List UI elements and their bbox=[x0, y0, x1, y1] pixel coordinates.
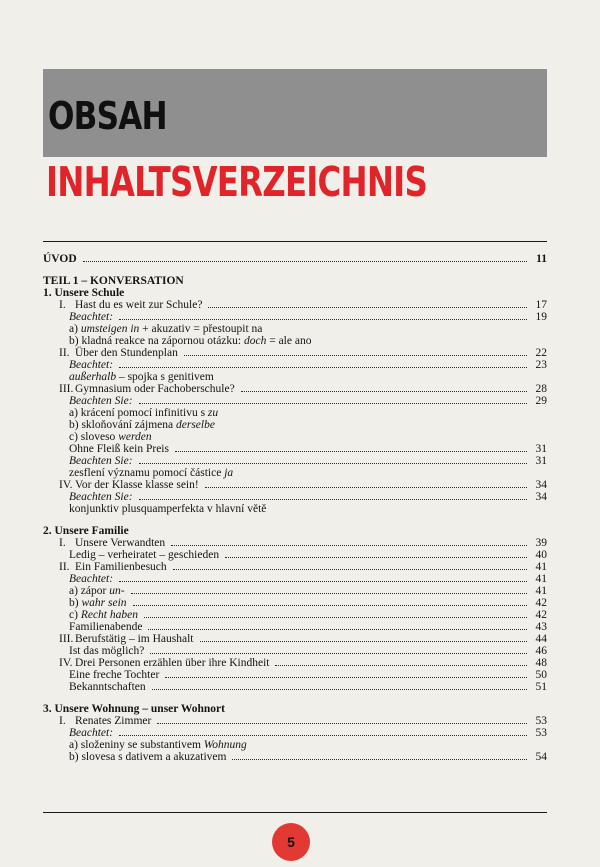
toc-entry[interactable]: Beachtet: 41 bbox=[69, 573, 547, 585]
table-of-contents bbox=[43, 243, 547, 763]
toc-entry[interactable]: Beachtet: 23 bbox=[69, 359, 547, 371]
toc-entry[interactable]: c) Recht haben 42 bbox=[69, 609, 547, 621]
toc-subentry: b) skloňování zájmena derselbe bbox=[69, 419, 215, 431]
part-heading: TEIL 1 – KONVERSATION bbox=[43, 275, 184, 287]
section-heading: 2. Unsere Familie bbox=[43, 525, 129, 537]
toc-entry[interactable]: a) zápor un- 41 bbox=[69, 585, 547, 597]
bottom-divider bbox=[43, 812, 547, 813]
toc-subentry: a) umsteigen in + akuzativ = přestoupit na bbox=[69, 323, 263, 335]
toc-entry[interactable]: II. Über den Stundenplan 22 bbox=[59, 347, 547, 359]
toc-entry[interactable]: b) slovesa s dativem a akuzativem 54 bbox=[69, 751, 547, 763]
toc-entry[interactable]: Bekanntschaften 51 bbox=[69, 681, 547, 693]
toc-subentry: zesflení významu pomocí částice ja bbox=[69, 467, 234, 479]
toc-subentry: a) krácení pomocí infinitivu s zu bbox=[69, 407, 219, 419]
toc-entry[interactable]: IV. Vor der Klasse klasse sein! 34 bbox=[59, 479, 547, 491]
page-number-badge: 5 bbox=[272, 823, 310, 861]
toc-subentry: konjunktiv plusquamperfekta v hlavní větě bbox=[69, 503, 267, 515]
toc-entry[interactable]: I. Renates Zimmer 53 bbox=[59, 715, 547, 727]
section-heading: 1. Unsere Schule bbox=[43, 287, 125, 299]
toc-entry[interactable]: III. Gymnasium oder Fachoberschule? 28 bbox=[59, 383, 547, 395]
toc-entry[interactable]: Ledig – verheiratet – geschieden 40 bbox=[69, 549, 547, 561]
toc-entry[interactable]: Beachten Sie: 29 bbox=[69, 395, 547, 407]
toc-entry[interactable]: Beachten Sie: 31 bbox=[69, 455, 547, 467]
toc-entry[interactable]: III. Berufstätig – im Haushalt 44 bbox=[59, 633, 547, 645]
page-title: OBSAH bbox=[48, 94, 167, 138]
toc-subentry: c) sloveso werden bbox=[69, 431, 152, 443]
toc-subentry: b) kladná reakce na zápornou otázku: doch = ale ano bbox=[69, 335, 312, 347]
toc-entry[interactable]: ÚVOD 11 bbox=[43, 253, 547, 265]
top-divider bbox=[43, 241, 547, 242]
toc-entry[interactable]: Ohne Fleiß kein Preis 31 bbox=[69, 443, 547, 455]
toc-entry[interactable]: Eine freche Tochter 50 bbox=[69, 669, 547, 681]
toc-entry[interactable]: Beachten Sie: 34 bbox=[69, 491, 547, 503]
toc-entry[interactable]: Familienabende 43 bbox=[69, 621, 547, 633]
page-subtitle: INHALTSVERZEICHNIS bbox=[46, 158, 427, 206]
toc-entry[interactable]: II. Ein Familienbesuch 41 bbox=[59, 561, 547, 573]
toc-entry[interactable]: IV. Drei Personen erzählen über ihre Kindheit 48 bbox=[59, 657, 547, 669]
toc-entry[interactable]: Beachtet: 53 bbox=[69, 727, 547, 739]
toc-subentry: außerhalb – spojka s genitivem bbox=[69, 371, 214, 383]
toc-subentry: a) složeniny se substantivem Wohnung bbox=[69, 739, 247, 751]
toc-entry[interactable]: Ist das möglich? 46 bbox=[69, 645, 547, 657]
toc-entry[interactable]: I. Hast du es weit zur Schule? 17 bbox=[59, 299, 547, 311]
section-heading: 3. Unsere Wohnung – unser Wohnort bbox=[43, 703, 225, 715]
toc-entry[interactable]: Beachtet: 19 bbox=[69, 311, 547, 323]
toc-entry[interactable]: I. Unsere Verwandten 39 bbox=[59, 537, 547, 549]
toc-entry[interactable]: b) wahr sein 42 bbox=[69, 597, 547, 609]
